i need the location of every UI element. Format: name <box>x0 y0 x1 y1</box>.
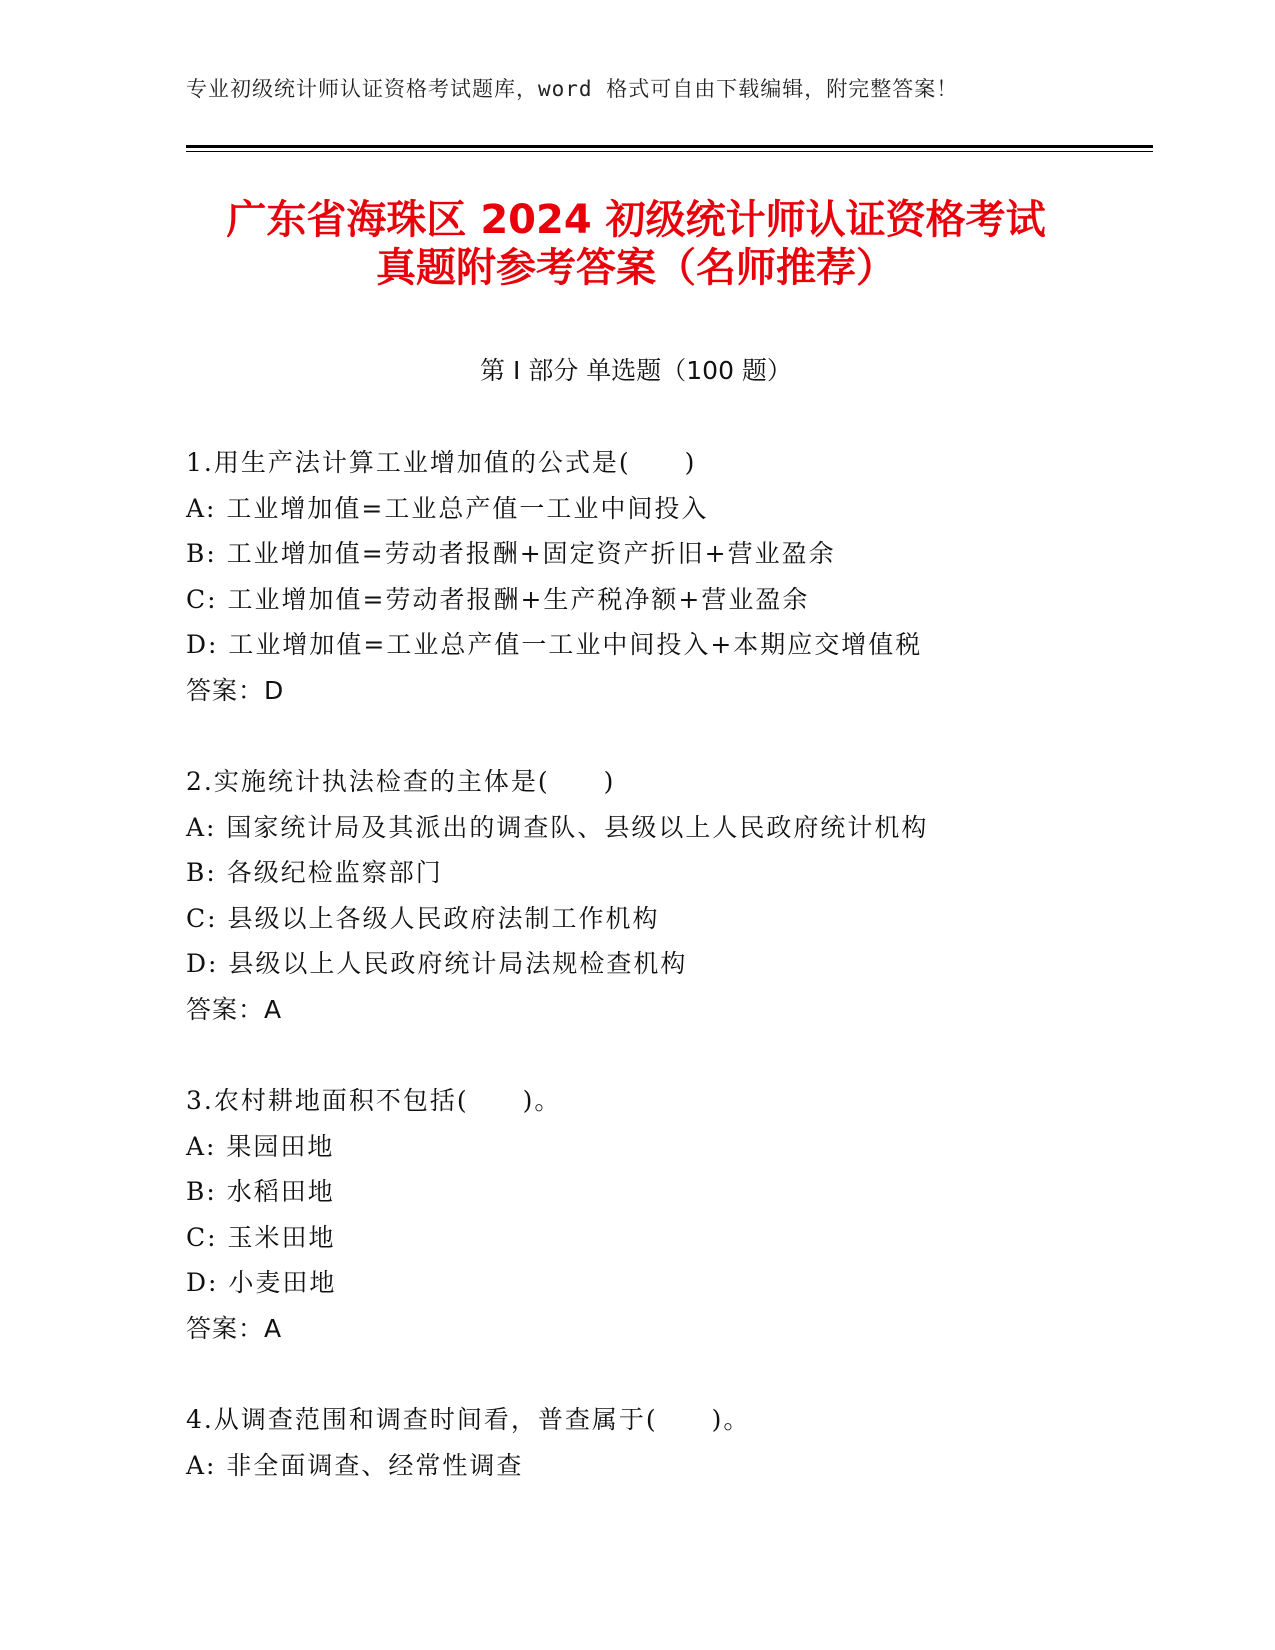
option-c: C: 工业增加值=劳动者报酬+生产税净额+营业盈余 <box>186 584 810 614</box>
question-stem: 3.农村耕地面积不包括( )。 <box>186 1086 562 1115</box>
option-b: B: 各级纪检监察部门 <box>186 858 443 887</box>
answer: 答案：A <box>186 1313 283 1343</box>
option-d: D: 县级以上人民政府统计局法规检查机构 <box>186 949 688 978</box>
answer: 答案：D <box>186 675 285 705</box>
document-title-line-2: 真题附参考答案（名师推荐） <box>376 245 896 291</box>
option-d: D: 小麦田地 <box>186 1268 337 1297</box>
question-list <box>186 440 1146 1534</box>
question-2 <box>186 759 1146 1032</box>
option-a: A: 非全面调查、经常性调查 <box>186 1450 524 1480</box>
option-d: D: 工业增加值=工业总产值一工业中间投入+本期应交增值税 <box>186 630 923 659</box>
document-title-line-1: 广东省海珠区 2024 初级统计师认证资格考试 <box>226 197 1046 243</box>
option-b: B: 工业增加值=劳动者报酬+固定资产折旧+营业盈余 <box>186 539 836 568</box>
option-c: C: 玉米田地 <box>186 1222 336 1252</box>
question-3 <box>186 1078 1146 1351</box>
header-rule-thin <box>186 151 1153 152</box>
header-rule-thick <box>186 145 1153 148</box>
option-b: B: 水稻田地 <box>186 1177 335 1206</box>
header-note: 专业初级统计师认证资格考试题库，word 格式可自由下载编辑，附完整答案！ <box>186 77 959 101</box>
option-a: A: 果园田地 <box>186 1131 335 1161</box>
option-a: A: 工业增加值=工业总产值一工业中间投入 <box>186 493 709 523</box>
answer: 答案：A <box>186 994 283 1024</box>
option-a: A: 国家统计局及其派出的调查队、县级以上人民政府统计机构 <box>186 812 929 842</box>
question-4 <box>186 1397 1146 1488</box>
question-stem: 1.用生产法计算工业增加值的公式是( ) <box>186 448 697 477</box>
question-stem: 2.实施统计执法检查的主体是( ) <box>186 767 616 796</box>
document-title <box>186 196 1086 292</box>
section-heading: 第 I 部分 单选题（100 题） <box>480 356 792 385</box>
question-1 <box>186 440 1146 713</box>
question-stem: 4.从调查范围和调查时间看，普查属于( )。 <box>186 1405 751 1434</box>
option-c: C: 县级以上各级人民政府法制工作机构 <box>186 903 660 933</box>
